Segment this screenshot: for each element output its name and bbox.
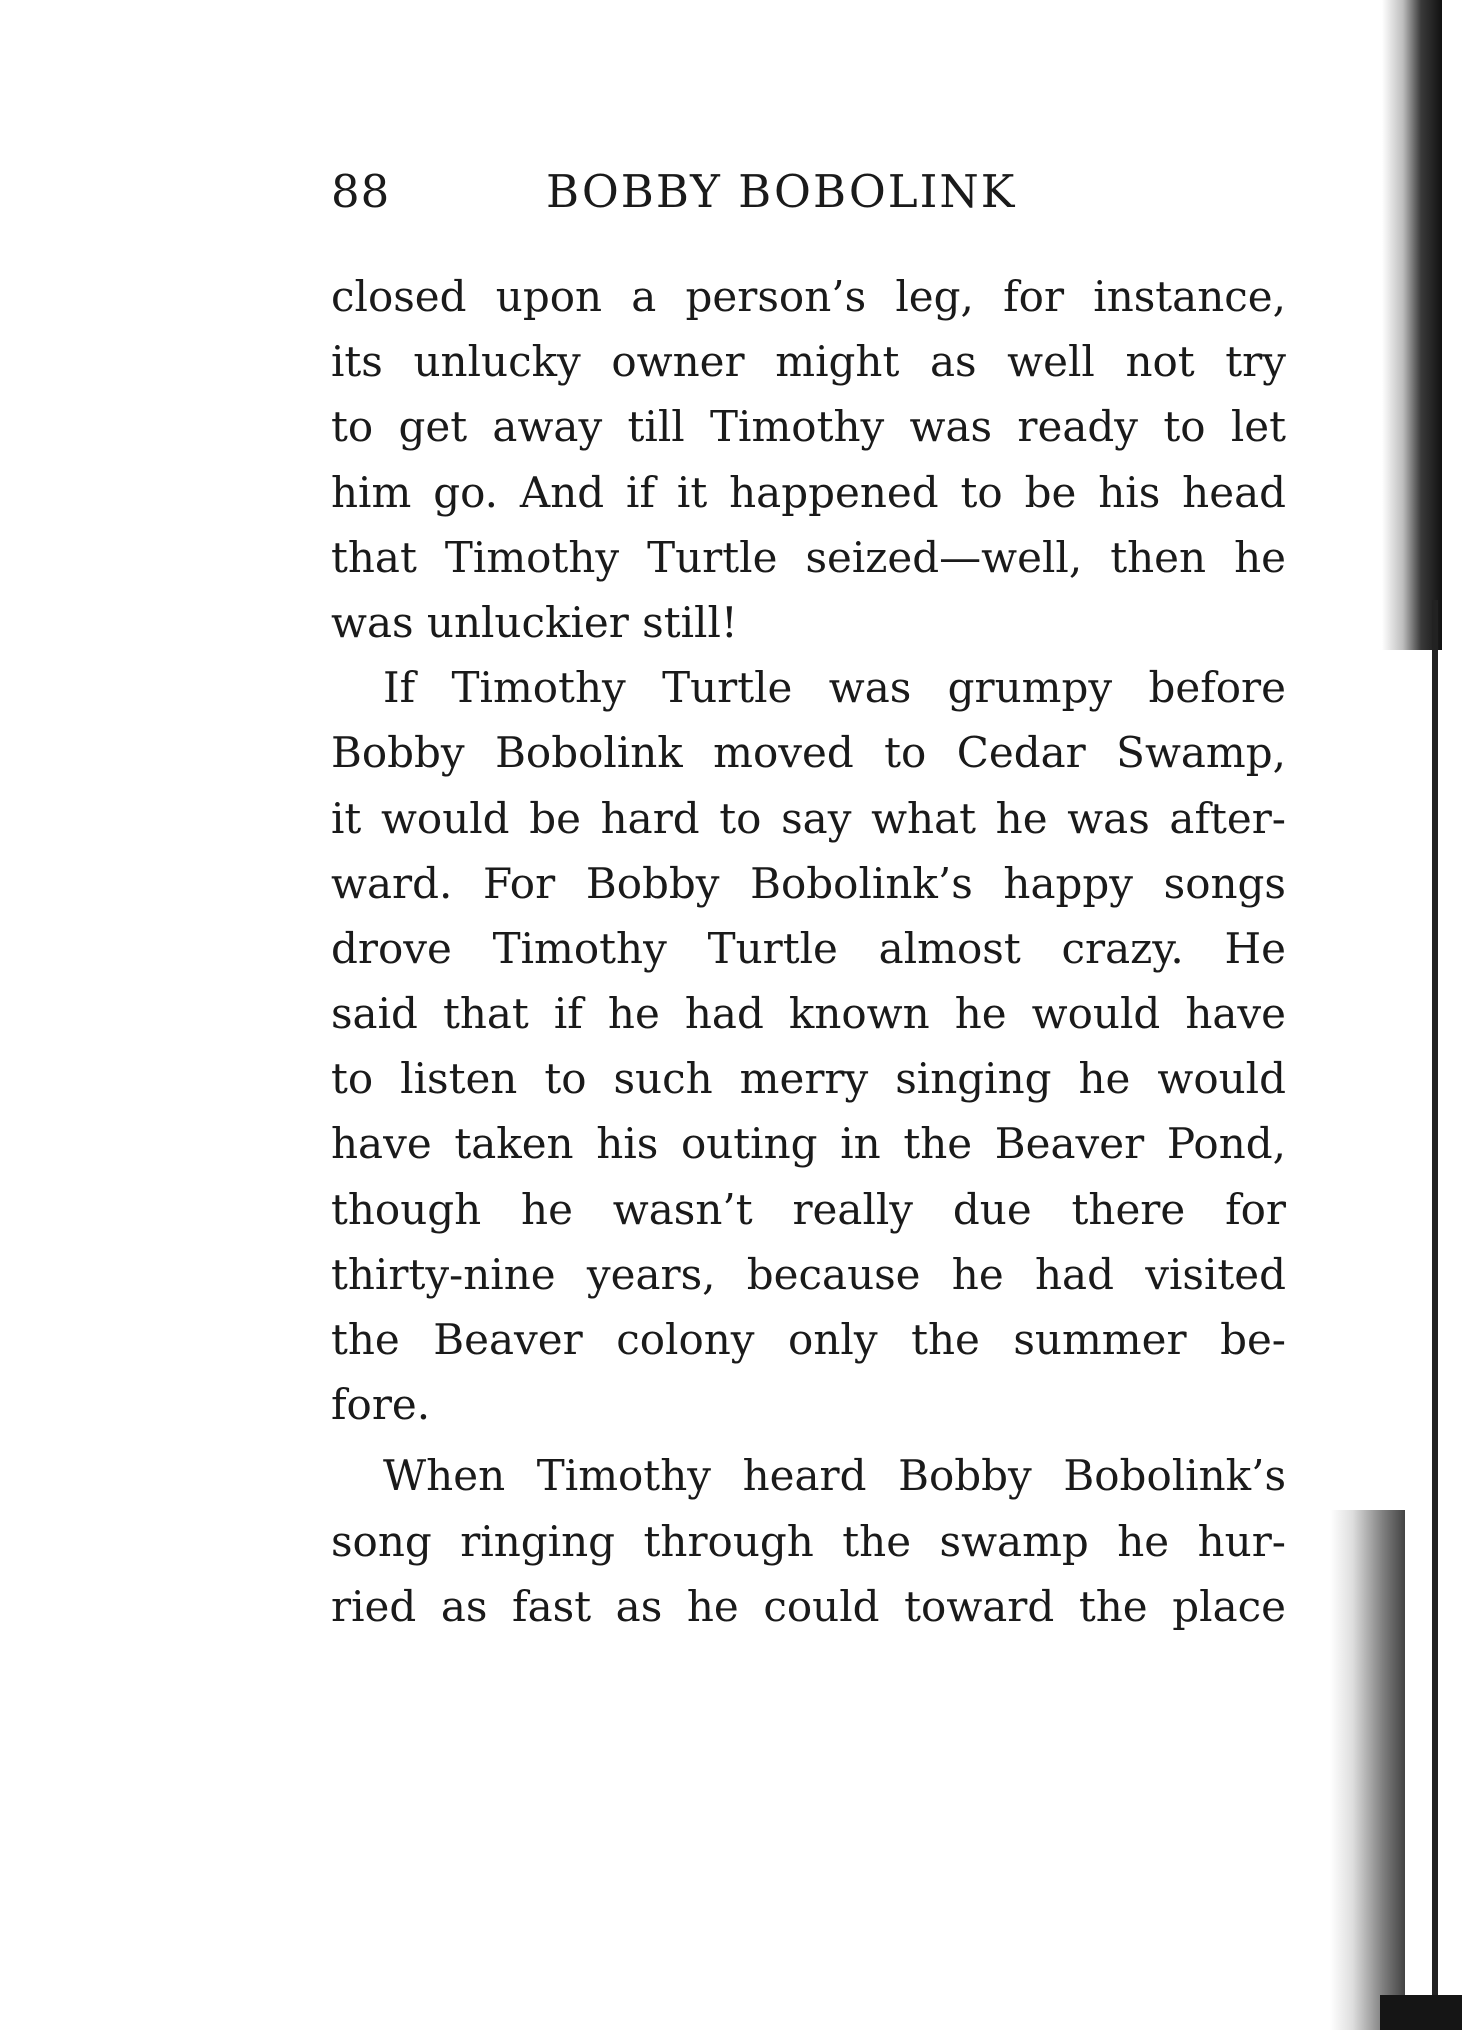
text-line: song ringing through the swamp he hur- bbox=[331, 1516, 1286, 1566]
text-line: to get away till Timothy was ready to let bbox=[331, 402, 1286, 452]
page-number: 88 bbox=[331, 165, 391, 218]
text-line: that Timothy Turtle seized—well, then he bbox=[331, 532, 1286, 582]
text-line: its unlucky owner might as well not try bbox=[331, 337, 1286, 387]
text-line: thirty-nine years, because he had visited bbox=[331, 1249, 1286, 1299]
text-line: the Beaver colony only the summer be- bbox=[331, 1315, 1286, 1364]
text-line: have taken his outing in the Beaver Pond, bbox=[331, 1119, 1286, 1169]
text-line: to listen to such merry singing he would bbox=[331, 1054, 1286, 1104]
text-line: ried as fast as he could toward the place bbox=[331, 1581, 1286, 1631]
text-line: When Timothy heard Bobby Bobolink’s bbox=[383, 1451, 1286, 1501]
text-line: drove Timothy Turtle almost crazy. He bbox=[331, 923, 1286, 973]
page-header bbox=[331, 162, 1291, 222]
text-line: Bobby Bobolink moved to Cedar Swamp, bbox=[331, 728, 1286, 778]
text-line: though he wasn’t really due there for bbox=[331, 1184, 1286, 1234]
text-line: closed upon a person’s leg, for instance, bbox=[331, 272, 1286, 321]
book-edge-line bbox=[1432, 600, 1438, 2020]
text-line: If Timothy Turtle was grumpy before bbox=[383, 663, 1286, 713]
text-line: said that if he had known he would have bbox=[331, 989, 1286, 1039]
text-line: him go. And if it happened to be his head bbox=[331, 467, 1286, 517]
text-line: it would be hard to say what he was after- bbox=[331, 793, 1286, 843]
text-line: was unluckier still! bbox=[331, 597, 738, 647]
book-corner-shadow bbox=[1380, 1995, 1462, 2030]
book-spine-shadow bbox=[1382, 0, 1442, 650]
body-text bbox=[331, 264, 1286, 1639]
book-edge-shadow bbox=[1330, 1510, 1405, 2030]
running-title: BOBBY BOBOLINK bbox=[546, 165, 1017, 218]
text-line: fore. bbox=[331, 1380, 431, 1430]
text-line: ward. For Bobby Bobolink’s happy songs bbox=[331, 858, 1286, 908]
